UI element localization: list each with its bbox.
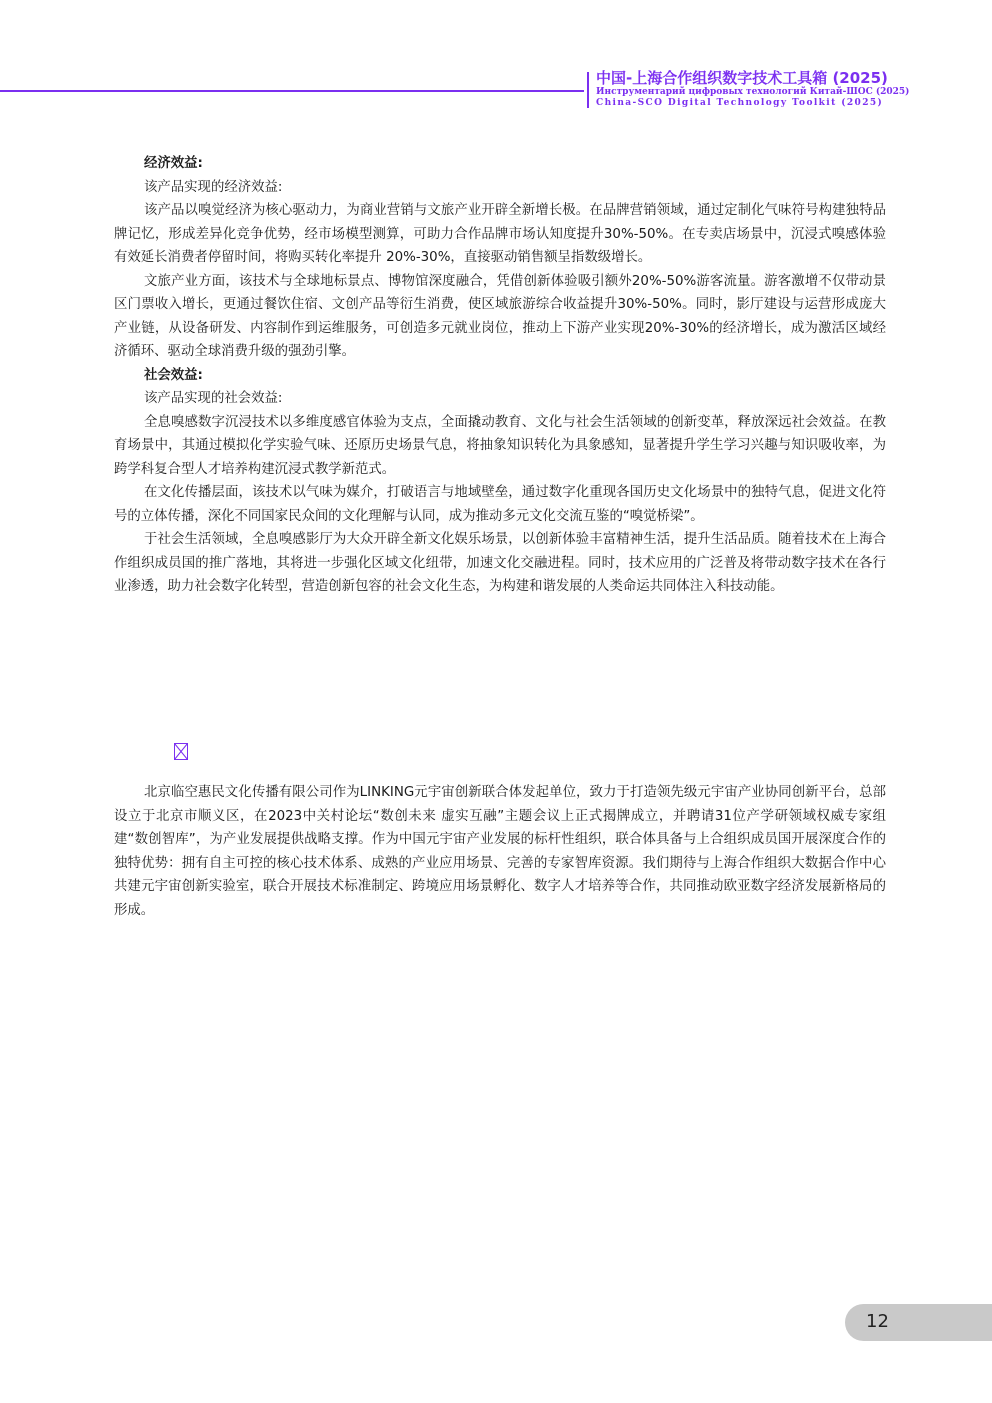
header-title-cn: 中国-上海合作组织数字技术工具箱 (2025) [596, 69, 888, 87]
company-paragraph: 北京临空惠民文化传播有限公司作为LINKING元宇宙创新联合体发起单位，致力于打造领先级元宇宙产业协同创新平台，总部设立于北京市顺义区，在2023中关村论坛“数创未来 虚实互融”主题会议上正式揭牌成立，并聘请31位产学研领域权威专家组建“数创智库”，为产业发展提供战略支撑。作为中国元宇宙产业发展的标杆性组织，联合体具备与上合组织成员国开展深度合作的独特优势：拥有自主可控的核心技术体系、成熟的产业应用场景、完善的专家智库资源。我们期待与上海合作组织大数据合作中心共建元宇宙创新实验室，联合开展技术标准制定、跨境应用场景孵化、数字人才培养等合作，共同推动欧亚数字经济发展新格局的形成。 [114, 785, 886, 918]
social-heading: 社会效益: [144, 367, 203, 383]
header-title-ru: Инструментарий цифровых технологий Китай-ШОС (2025) [596, 87, 910, 97]
header-accent-bar [587, 72, 589, 108]
economic-paragraph-2: 文旅产业方面，该技术与全球地标景点、博物馆深度融合，凭借创新体验吸引额外20%-50%游客流量。游客激增不仅带动景区门票收入增长，更通过餐饮住宿、文创产品等衍生消费，使区域旅游综合收益提升30%-50%。同时，影厅建设与运营形成庞大产业链，从设备研发、内容制作到运维服务，可创造多元就业岗位，推动上下游产业实现20%-30%的经济增长，成为激活区域经济循环、驱动全球消费升级的强劲引擎。 [114, 273, 886, 359]
social-intro: 该产品实现的社会效益: [144, 391, 283, 406]
main-content [114, 152, 886, 599]
economic-intro: 该产品实现的经济效益: [144, 179, 283, 195]
broken-image-icon [174, 743, 188, 760]
economic-heading: 经济效益: [144, 156, 203, 171]
header-title-en: China-SCO Digital Technology Toolkit (2025) [596, 98, 884, 108]
running-header [596, 69, 910, 109]
social-paragraph-3: 于社会生活领域，全息嗅感影厅为大众开辟全新文化娱乐场景，以创新体验丰富精神生活，提升生活品质。随着技术在上海合作组织成员国的推广落地，其将进一步强化区域文化纽带，加速文化交融进程。同时，技术应用的广泛普及将带动数字技术在各行业渗透，助力社会数字化转型，营造创新包容的社会文化生态，为构建和谐发展的人类命运共同体注入科技动能。 [114, 532, 886, 594]
economic-paragraph-1: 该产品以嗅觉经济为核心驱动力，为商业营销与文旅产业开辟全新增长极。在品牌营销领域，通过定制化气味符号构建独特品牌记忆，形成差异化竞争优势，经市场模型测算，可助力合作品牌市场认知度提升30%-50%。在专卖店场景中，沉浸式嗅感体验有效延长消费者停留时间，将购买转化率提升 20%-30%，直接驱动销售额呈指数级增长。 [114, 203, 886, 265]
social-paragraph-1: 全息嗅感数字沉浸技术以多维度感官体验为支点，全面撬动教育、文化与社会生活领域的创新变革，释放深远社会效益。在教育场景中，其通过模拟化学实验气味、还原历史场景气息，将抽象知识转化为具象感知，显著提升学生学习兴趣与知识吸收率，为跨学科复合型人才培养构建沉浸式教学新范式。 [114, 414, 886, 477]
social-paragraph-2: 在文化传播层面，该技术以气味为媒介，打破语言与地域壁垒，通过数字化重现各国历史文化场景中的独特气息，促进文化符号的立体传播，深化不同国家民众间的文化理解与认同，成为推动多元文化交流互鉴的“嗅觉桥梁”。 [114, 485, 886, 524]
company-section [114, 781, 886, 922]
header-rule [0, 90, 584, 92]
page-number: 12 [866, 1311, 889, 1332]
